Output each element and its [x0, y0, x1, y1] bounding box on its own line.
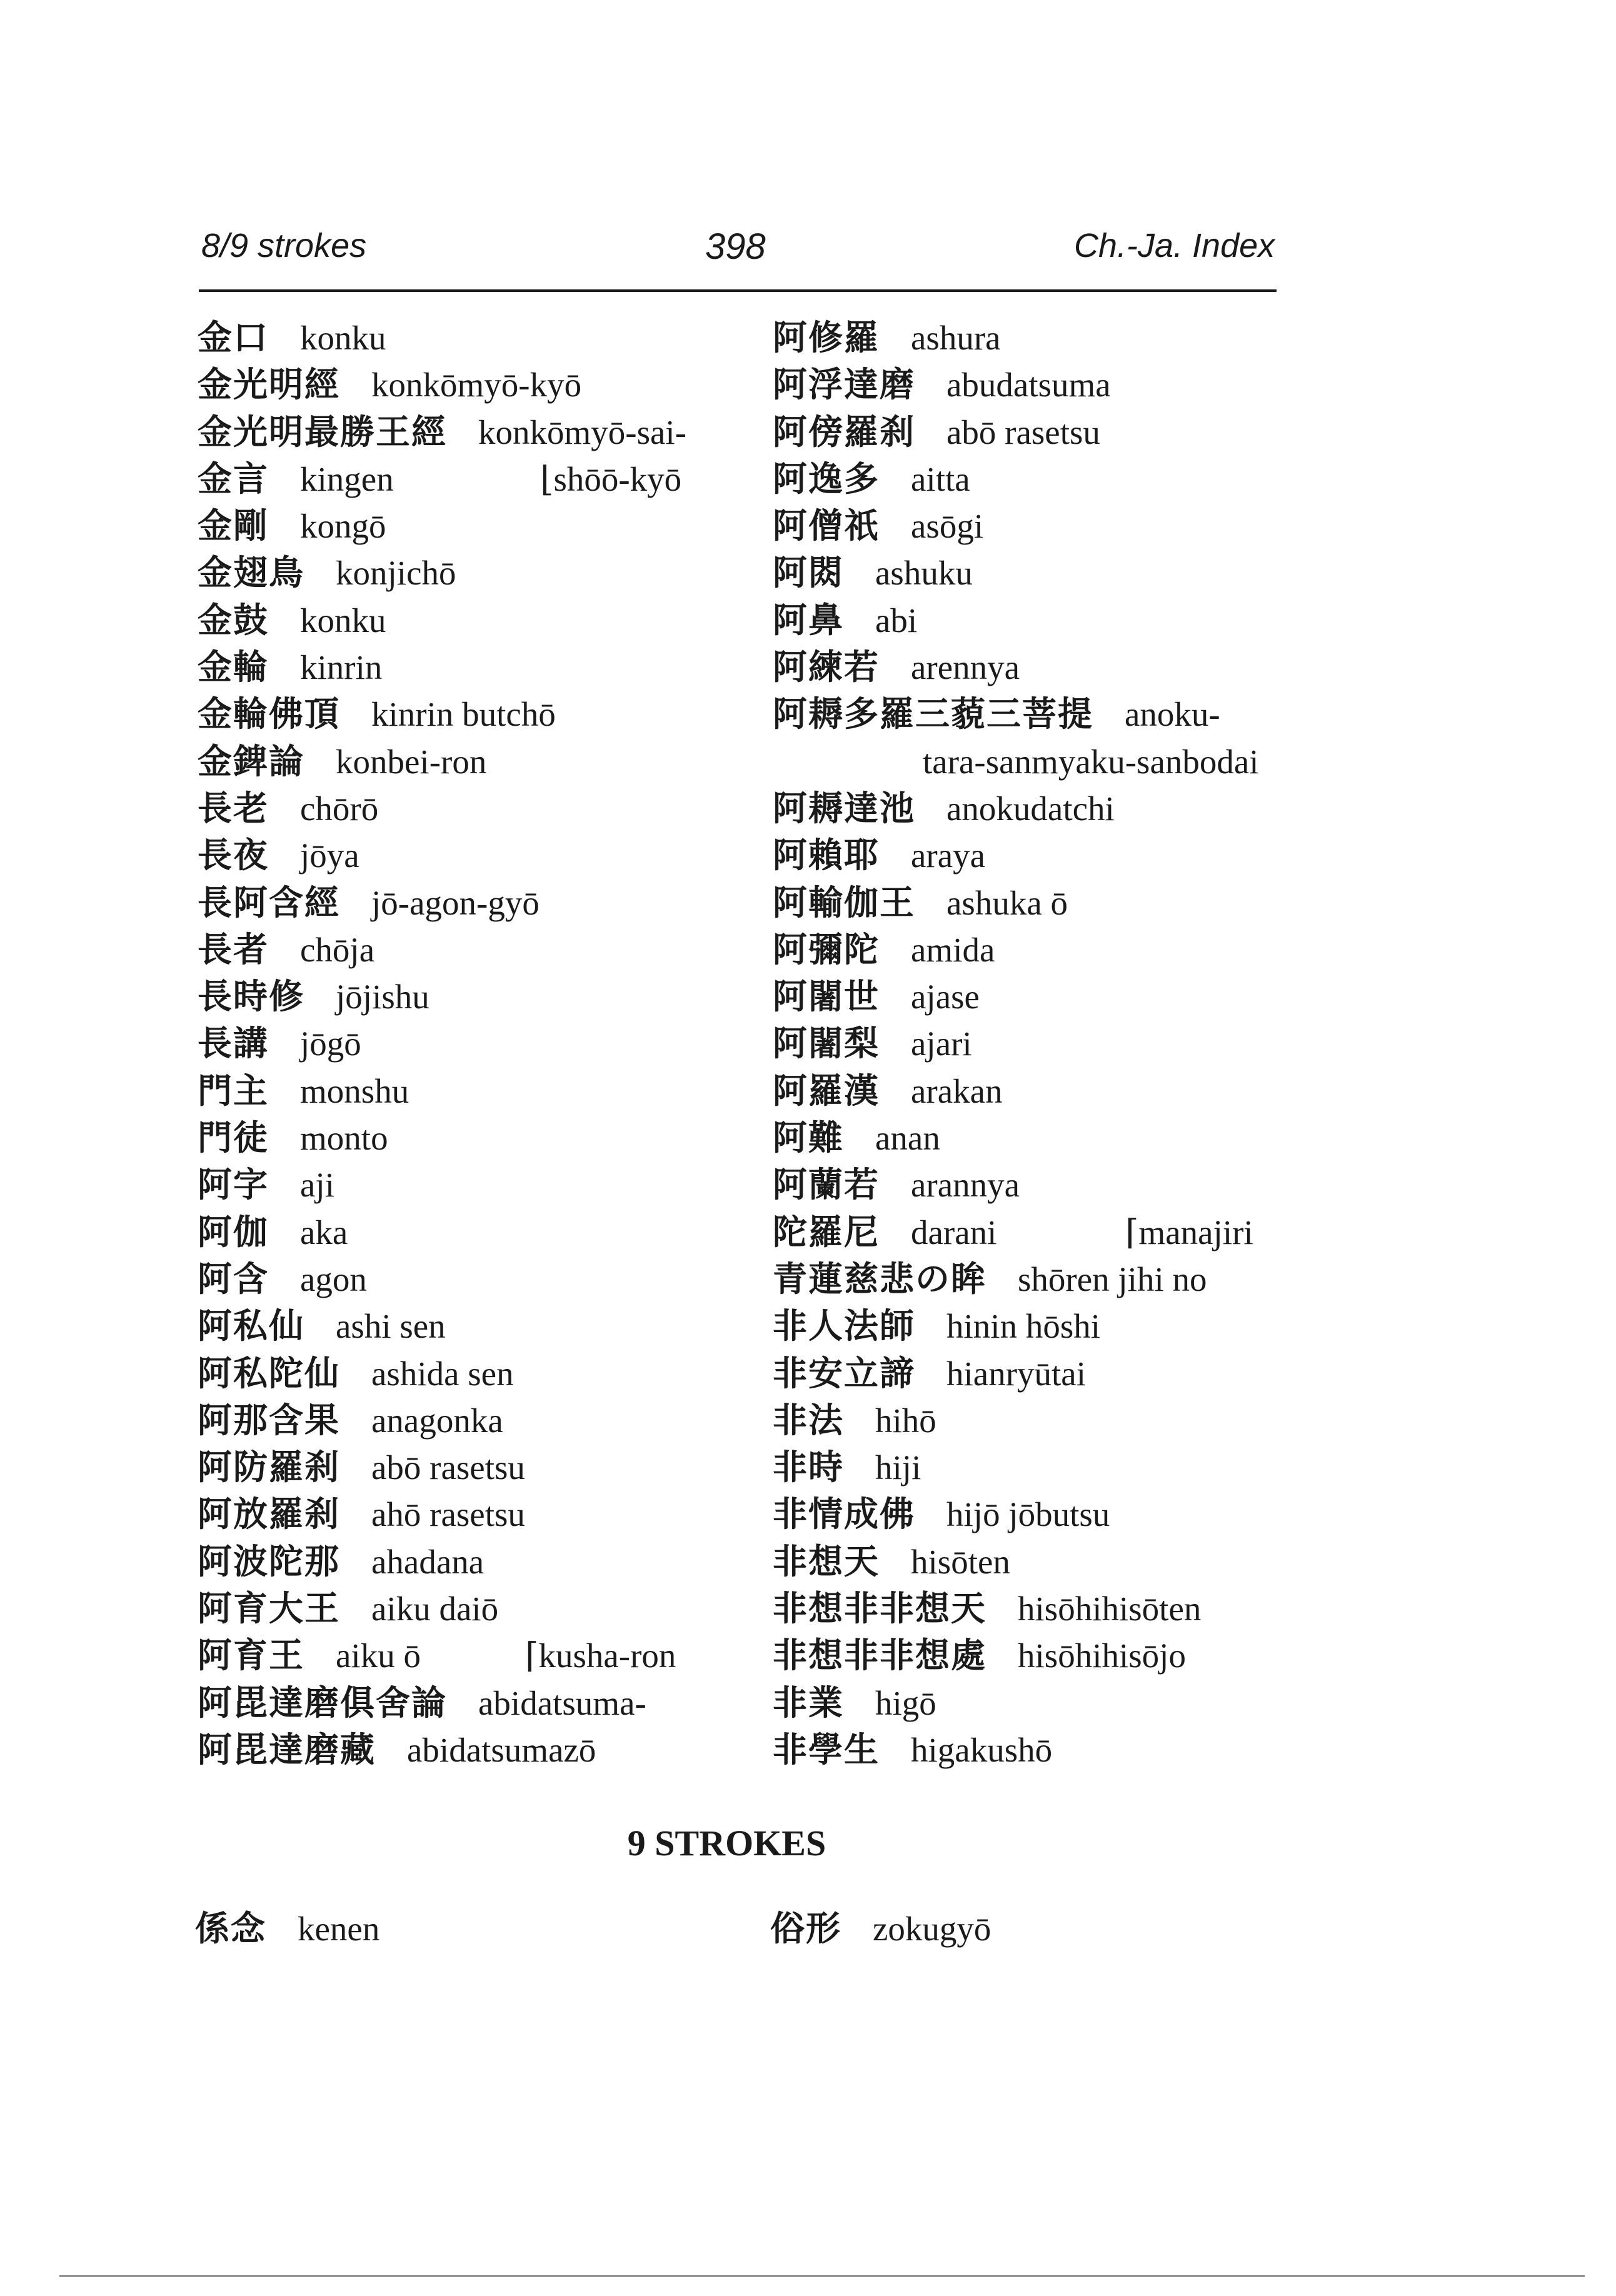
- entry-kanji: 非情成佛: [773, 1494, 916, 1535]
- entry-romaji: kinrin butchō: [371, 695, 556, 734]
- bottom-left-entry: [195, 1905, 379, 1952]
- index-entry: [773, 785, 1259, 832]
- index-entry: [773, 1303, 1259, 1350]
- entry-romaji: arakan: [911, 1071, 1003, 1110]
- entry-kanji: 非想天: [773, 1541, 880, 1582]
- entry-romaji: aitta: [911, 459, 970, 498]
- entry-romaji: ashida sen: [371, 1354, 514, 1393]
- index-entry: [198, 1444, 686, 1491]
- entry-romaji: hisōten: [911, 1542, 1010, 1581]
- entry-kanji: 阿逸多: [773, 458, 880, 499]
- index-entry: [773, 644, 1259, 691]
- entry-kanji: 金錍論: [198, 741, 305, 781]
- entry-kanji: 長時修: [198, 976, 305, 1017]
- index-entry: [198, 1303, 686, 1350]
- entry-romaji: abidatsumazō: [407, 1730, 596, 1769]
- entry-romaji: hihō: [875, 1401, 936, 1440]
- index-entry: [198, 926, 686, 973]
- entry-romaji: konbei-ron: [336, 742, 487, 781]
- index-entry: [198, 832, 686, 879]
- entry-romaji: ashi sen: [336, 1307, 446, 1346]
- entry-romaji: abudatsuma: [946, 366, 1111, 404]
- index-entry: [773, 1256, 1259, 1303]
- continuation-manajiri: ⌈manajiri: [1125, 1213, 1253, 1251]
- entry-kanji: 金光明最勝王經: [198, 411, 448, 452]
- entry-romaji: kongō: [300, 507, 386, 546]
- index-entry: [198, 409, 686, 456]
- entry-romaji: konjichō: [336, 554, 456, 593]
- index-entry: [198, 1350, 686, 1397]
- index-entry: [198, 549, 686, 596]
- entry-romaji: ashura: [911, 319, 1001, 357]
- entry-romaji: agon: [300, 1260, 367, 1298]
- index-entry: [198, 314, 686, 361]
- entry-kanji: 阿羅漢: [773, 1070, 880, 1111]
- entry-romaji: asōgi: [911, 507, 984, 546]
- entry-romaji: konkōmyō-kyō: [371, 366, 582, 404]
- index-entry: [773, 1680, 1259, 1727]
- index-entry: [773, 738, 1259, 785]
- index-entry: [773, 1632, 1259, 1679]
- entry-romaji: darani: [911, 1213, 997, 1251]
- entry-romaji: ahadana: [371, 1542, 484, 1581]
- index-entry: [773, 926, 1259, 973]
- entry-kanji: 門主: [198, 1070, 269, 1111]
- entry-kanji: 阿閦: [773, 553, 845, 593]
- entry-romaji: anagonka: [371, 1401, 503, 1440]
- index-entry: [198, 1538, 686, 1585]
- entry-kanji: 阿放羅刹: [198, 1494, 341, 1535]
- entry-kanji: 金口: [198, 318, 269, 358]
- entry-kanji: 長阿含經: [198, 882, 341, 923]
- entry-kanji: 阿含: [198, 1258, 269, 1299]
- entry-kanji: 非安立諦: [773, 1353, 916, 1393]
- entry-romaji: jōgō: [300, 1025, 361, 1063]
- entry-kanji: 阿傍羅刹: [773, 411, 916, 452]
- index-entry: [773, 409, 1259, 456]
- entry-kanji: 阿毘達磨藏: [198, 1729, 376, 1770]
- entry-kanji: 金光明經: [198, 364, 341, 405]
- entry-romaji: kingen: [300, 459, 394, 498]
- entry-romaji: abō rasetsu: [946, 413, 1100, 451]
- entry-kanji: 阿耨多羅三藐三菩提: [773, 694, 1094, 734]
- entry-kanji: 阿浮達磨: [773, 364, 916, 405]
- entry-romaji: ashuka ō: [946, 883, 1068, 922]
- continuation-shoo-kyo: ⌊shōō-kyō: [540, 460, 682, 498]
- entry-romaji: arannya: [911, 1166, 1020, 1205]
- index-entry: [773, 1727, 1259, 1773]
- entry-romaji: higō: [875, 1683, 936, 1722]
- entry-romaji: chōja: [300, 930, 375, 969]
- index-entry: [198, 644, 686, 691]
- entry-kanji: 長老: [198, 788, 269, 828]
- entry-romaji: chōrō: [300, 789, 379, 828]
- entry-kanji: 阿育王: [198, 1635, 305, 1676]
- entry-kanji: 阿闍梨: [773, 1023, 880, 1064]
- entry-romaji: hisōhihisōjo: [1018, 1637, 1186, 1675]
- index-entry: [773, 456, 1259, 503]
- section-heading-text: 9 STROKES: [627, 1823, 826, 1863]
- entry-romaji: araya: [911, 836, 986, 875]
- entry-kanji: 阿毘達磨俱舍論: [198, 1682, 448, 1723]
- left-column: [198, 314, 686, 1773]
- entry-romaji: kenen: [298, 1910, 380, 1948]
- index-entry: [198, 1115, 686, 1161]
- entry-kanji: 阿練若: [773, 647, 880, 688]
- entry-romaji: jōya: [300, 836, 359, 875]
- index-entry: [198, 1727, 686, 1773]
- entry-kanji: 長講: [198, 1023, 269, 1064]
- entry-kanji: 俗形: [770, 1908, 842, 1948]
- entry-kanji: 長夜: [198, 835, 269, 876]
- entry-kanji: 阿字: [198, 1165, 269, 1205]
- index-entry: [773, 1020, 1259, 1067]
- entry-kanji: 金輪佛頂: [198, 694, 341, 734]
- entry-kanji: 阿輸伽王: [773, 882, 916, 923]
- entry-romaji: anokudatchi: [946, 789, 1115, 828]
- entry-romaji: amida: [911, 930, 995, 969]
- index-entry: [773, 1538, 1259, 1585]
- entry-romaji: ajase: [911, 978, 980, 1016]
- entry-kanji: 非想非非想天: [773, 1588, 987, 1629]
- index-entry: [773, 1491, 1259, 1538]
- entry-kanji: 非人法師: [773, 1306, 916, 1346]
- index-entry: [773, 549, 1259, 596]
- entry-kanji: 阿僧祇: [773, 506, 880, 546]
- section-heading: [0, 1822, 1616, 1864]
- running-head-left: 8/9 strokes: [201, 227, 367, 264]
- entry-romaji: hiji: [875, 1448, 921, 1487]
- entry-romaji: hisōhihisōten: [1018, 1590, 1202, 1628]
- entry-romaji: hianryūtai: [946, 1354, 1086, 1393]
- entry-romaji: abidatsuma-: [478, 1683, 646, 1722]
- entry-romaji: abi: [875, 601, 918, 639]
- entry-romaji: monto: [300, 1119, 388, 1158]
- entry-kanji: 係念: [195, 1908, 267, 1948]
- index-entry: [198, 1585, 686, 1632]
- index-entry: [198, 1068, 686, 1115]
- entry-kanji: 阿私陀仙: [198, 1353, 341, 1393]
- entry-romaji: anan: [875, 1119, 940, 1158]
- entry-kanji: 阿蘭若: [773, 1165, 880, 1205]
- index-entry: [198, 1680, 686, 1727]
- entry-romaji: anoku-: [1125, 695, 1220, 734]
- index-entry: [773, 832, 1259, 879]
- entry-romaji: aka: [300, 1213, 348, 1251]
- index-entry: [773, 1115, 1259, 1161]
- entry-kanji: 阿鼻: [773, 599, 845, 640]
- entry-kanji: 阿難: [773, 1118, 845, 1158]
- header-rule: [199, 289, 1277, 292]
- entry-kanji: 陀羅尼: [773, 1211, 880, 1252]
- entry-romaji: tara-sanmyaku-sanbodai: [923, 742, 1259, 781]
- index-entry: [198, 880, 686, 926]
- index-entry: [198, 1256, 686, 1303]
- entry-romaji: shōren jihi no: [1018, 1260, 1207, 1298]
- entry-kanji: 金剛: [198, 506, 269, 546]
- index-entry: [773, 1350, 1259, 1397]
- index-entry: [773, 691, 1259, 738]
- index-entry: [198, 597, 686, 644]
- entry-romaji: zokugyō: [873, 1910, 991, 1948]
- entry-romaji: abō rasetsu: [371, 1448, 525, 1487]
- index-entry: [773, 1068, 1259, 1115]
- index-entry: [198, 1209, 686, 1256]
- entry-romaji: konku: [300, 319, 386, 357]
- entry-kanji: 阿那含果: [198, 1400, 341, 1440]
- entry-kanji: 阿育大王: [198, 1588, 341, 1629]
- index-entry: [773, 314, 1259, 361]
- entry-kanji: 非學生: [773, 1729, 880, 1770]
- index-entry: [198, 973, 686, 1020]
- entry-kanji: 非想非非想處: [773, 1635, 987, 1676]
- entry-kanji: 阿私仙: [198, 1306, 305, 1346]
- index-entry: [198, 503, 686, 549]
- index-entry: [773, 597, 1259, 644]
- entry-kanji: 非法: [773, 1400, 845, 1440]
- entry-romaji: higakushō: [911, 1730, 1053, 1769]
- entry-kanji: 阿伽: [198, 1211, 269, 1252]
- entry-kanji: 青蓮慈悲の眸: [773, 1258, 987, 1299]
- entry-kanji: 金言: [198, 458, 269, 499]
- index-entry: [773, 361, 1259, 408]
- index-entry: [773, 503, 1259, 549]
- bottom-right-entry: [770, 1905, 991, 1952]
- entry-kanji: 阿耨達池: [773, 788, 916, 828]
- entry-kanji: 金翅鳥: [198, 553, 305, 593]
- entry-kanji: 阿賴耶: [773, 835, 880, 876]
- entry-romaji: aiku daiō: [371, 1590, 499, 1628]
- right-column: [773, 314, 1259, 1773]
- entry-kanji: 阿防羅刹: [198, 1447, 341, 1488]
- entry-romaji: ajari: [911, 1025, 972, 1063]
- page-number: 398: [705, 226, 766, 267]
- index-entry: [773, 973, 1259, 1020]
- entry-romaji: arennya: [911, 648, 1020, 687]
- entry-romaji: jōjishu: [336, 978, 429, 1016]
- entry-romaji: monshu: [300, 1071, 409, 1110]
- running-head-right: Ch.-Ja. Index: [1074, 227, 1275, 264]
- entry-romaji: aiku ō: [336, 1637, 421, 1675]
- entry-romaji: jō-agon-gyō: [371, 883, 540, 922]
- entry-kanji: 金鼓: [198, 599, 269, 640]
- page-edge-line: [59, 2275, 1585, 2277]
- entry-romaji: hijō jōbutsu: [946, 1495, 1110, 1534]
- index-entry: [773, 1444, 1259, 1491]
- entry-romaji: kinrin: [300, 648, 383, 687]
- entry-kanji: 非業: [773, 1682, 845, 1723]
- entry-romaji: konkōmyō-sai-: [478, 413, 687, 451]
- index-entry: [773, 1585, 1259, 1632]
- entry-kanji: 門徒: [198, 1118, 269, 1158]
- entry-romaji: ashuku: [875, 554, 973, 593]
- entry-kanji: 阿修羅: [773, 318, 880, 358]
- entry-romaji: hinin hōshi: [946, 1307, 1101, 1346]
- entry-romaji: aji: [300, 1166, 334, 1205]
- index-entry: [198, 738, 686, 785]
- index-entry: [198, 361, 686, 408]
- entry-kanji: 金輪: [198, 647, 269, 688]
- entry-kanji: 阿彌陀: [773, 929, 880, 970]
- index-entry: [198, 1161, 686, 1208]
- index-entry: [198, 1020, 686, 1067]
- index-entry: [198, 691, 686, 738]
- entry-romaji: konku: [300, 601, 386, 639]
- entry-kanji: 非時: [773, 1447, 845, 1488]
- index-entry: [773, 1161, 1259, 1208]
- index-entry: [198, 1491, 686, 1538]
- entry-kanji: 阿波陀那: [198, 1541, 341, 1582]
- index-entry: [773, 1397, 1259, 1444]
- entry-romaji: ahō rasetsu: [371, 1495, 525, 1534]
- entry-kanji: 阿闍世: [773, 976, 880, 1017]
- index-entry: [198, 1397, 686, 1444]
- index-entry: [198, 785, 686, 832]
- entry-kanji: 長者: [198, 929, 269, 970]
- continuation-kusha-ron: ⌈kusha-ron: [525, 1637, 676, 1675]
- index-entry: [773, 880, 1259, 926]
